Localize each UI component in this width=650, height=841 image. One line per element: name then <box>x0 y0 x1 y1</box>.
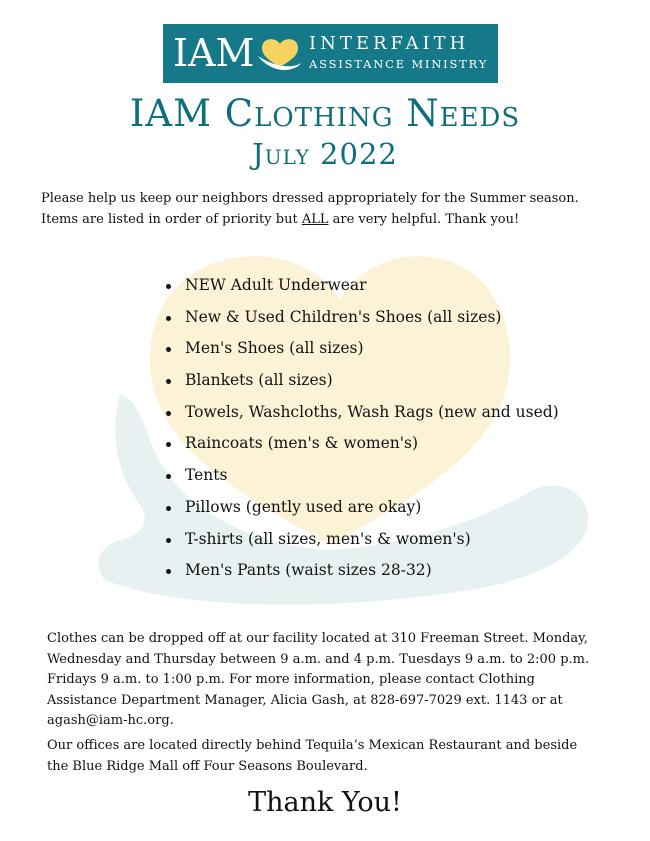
list-item: Towels, Washcloths, Wash Rags (new and used) <box>166 397 559 429</box>
list-item: New & Used Children's Shoes (all sizes) <box>166 302 559 334</box>
intro-line-2-start: Items are listed in order of priority but <box>41 212 302 227</box>
intro-emphasis-all: ALL <box>301 212 329 227</box>
list-item: T-shirts (all sizes, men's & women's) <box>166 524 559 556</box>
page-title: IAM Clothing Needs <box>129 92 521 135</box>
dropoff-line: agash@iam-hc.org. <box>47 713 174 728</box>
logo-line-interfaith: INTERFAITH <box>309 33 470 54</box>
intro-line-2-end: are very helpful. Thank you! <box>328 212 520 227</box>
intro-line-2 <box>41 209 631 230</box>
list-item: Blankets (all sizes) <box>166 365 559 397</box>
intro-line-1: Please help us keep our neighbors dressed appropriately for the Summer season. <box>41 191 579 206</box>
iam-logo <box>163 24 498 83</box>
list-item: Tents <box>166 460 559 492</box>
logo-acronym: IAM <box>173 31 255 75</box>
clothing-needs-list <box>166 270 559 587</box>
dropoff-line: Assistance Department Manager, Alicia Gash, at 828-697-7029 ext. 1143 or at <box>47 692 563 708</box>
office-line: Our offices are located directly behind Tequila’s Mexican Restaurant and beside <box>47 738 578 753</box>
dropoff-line: Fridays 9 a.m. to 1:00 p.m. For more information, please contact Clothing <box>47 672 535 687</box>
intro-text <box>41 188 631 230</box>
list-item: NEW Adult Underwear <box>166 270 559 302</box>
dropoff-line: Wednesday and Thursday between 9 a.m. and 4 p.m. Tuesdays 9 a.m. to 2:00 p.m. <box>47 651 590 667</box>
logo-line-assistance-ministry: ASSISTANCE MINISTRY <box>309 57 489 71</box>
closing-thank-you: Thank You! <box>248 787 402 818</box>
dropoff-line: Clothes can be dropped off at our facility located at 310 Freeman Street. Monday, <box>47 631 588 646</box>
page-subtitle: July 2022 <box>252 137 398 171</box>
heart-hand-logo-icon <box>256 34 304 74</box>
office-line: the Blue Ridge Mall off Four Seasons Boulevard. <box>47 758 368 774</box>
list-item: Pillows (gently used are okay) <box>166 492 559 524</box>
list-item: Men's Pants (waist sizes 28-32) <box>166 555 559 587</box>
dropoff-info <box>47 629 627 732</box>
list-item: Men's Shoes (all sizes) <box>166 333 559 365</box>
office-location-info <box>47 736 627 777</box>
list-item: Raincoats (men's & women's) <box>166 428 559 460</box>
